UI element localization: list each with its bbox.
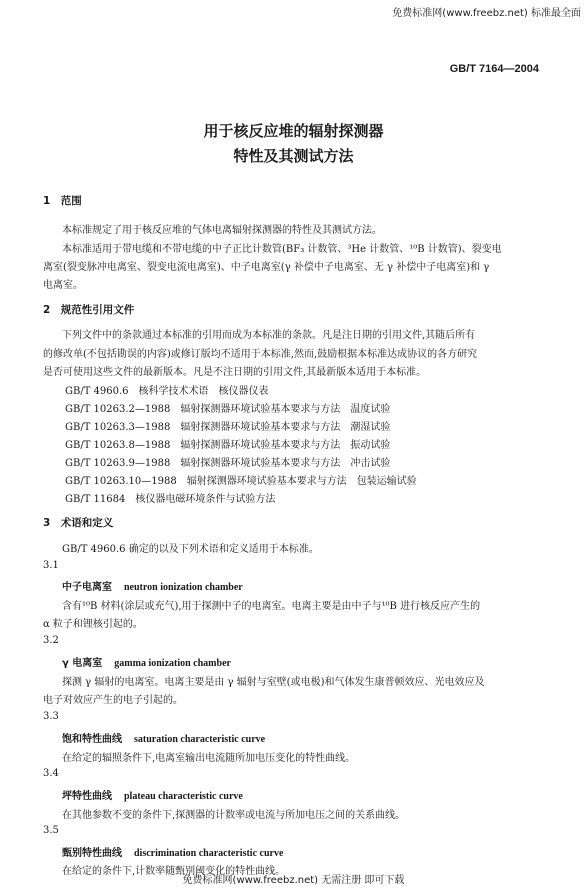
term-zh: 甄别特性曲线 bbox=[62, 848, 122, 859]
term-definition-line1: 在给定的辐照条件下,电离室输出电流随所加电压变化的特性曲线。 bbox=[62, 753, 356, 764]
scope-paragraph-2-line1: 本标准适用于带电缆和不带电缆的中子正比计数管(BF₃ 计数管、³He 计数管、¹⁰B 计数管)、裂变电 bbox=[62, 244, 502, 255]
reference-item: GB/T 10263.8—1988 辐射探测器环境试验基本要求与方法 振动试验 bbox=[65, 440, 391, 451]
term-definition-line1: 含有¹⁰B 材料(涂层或充气),用于探测中子的电离室。电离主要是由中子与¹⁰B 进行核反应产生的 bbox=[62, 601, 481, 612]
scope-paragraph-2-line3: 电离室。 bbox=[43, 280, 83, 291]
document-title-line2: 特性及其测试方法 bbox=[233, 147, 354, 165]
reference-item: GB/T 10263.3—1988 辐射探测器环境试验基本要求与方法 潮湿试验 bbox=[65, 422, 391, 433]
document-title-line1: 用于核反应堆的辐射探测器 bbox=[203, 122, 384, 140]
terms-intro: GB/T 4960.6 确定的以及下列术语和定义适用于本标准。 bbox=[62, 544, 319, 555]
section-2-heading: 2 规范性引用文件 bbox=[43, 304, 135, 316]
section-1-heading: 1 范围 bbox=[43, 195, 82, 207]
term-number: 3.4 bbox=[43, 768, 59, 779]
term-en: neutron ionization chamber bbox=[124, 582, 243, 593]
term-number: 3.5 bbox=[43, 825, 59, 836]
term-zh: 饱和特性曲线 bbox=[62, 734, 122, 745]
references-intro-line1: 下列文件中的条款通过本标准的引用而成为本标准的条款。凡是注日期的引用文件,其随后所有 bbox=[62, 330, 476, 341]
term-zh: γ 电离室 bbox=[62, 658, 103, 669]
term-definition-line1: 探测 γ 辐射的电离室。电离主要是由 γ 辐射与室壁(或电极)和气体发生康普顿效应、光电效应及 bbox=[62, 677, 485, 688]
standard-code: GB/T 7164—2004 bbox=[449, 63, 539, 75]
scope-paragraph-2-line2: 离室(裂变脉冲电离室、裂变电流电离室)、中子电离室(γ 补偿中子电离室、无 γ 补偿中子电离室)和 γ bbox=[43, 262, 490, 273]
site-banner: 免费标准网(www.freebz.net) 标准最全面 bbox=[392, 8, 581, 19]
term-heading bbox=[62, 578, 243, 593]
references-intro-line2: 的修改单(不包括勘误的内容)或修订版均不适用于本标准,然而,鼓励根据本标准达成协议的各方研究 bbox=[43, 349, 478, 360]
term-en: saturation characteristic curve bbox=[134, 734, 266, 745]
term-en: discrimination characteristic curve bbox=[134, 848, 284, 859]
term-definition-line1: 在给定的条件下,计数率随甄别阈变化的特性曲线。 bbox=[62, 866, 286, 877]
reference-item: GB/T 10263.9—1988 辐射探测器环境试验基本要求与方法 冲击试验 bbox=[65, 458, 391, 469]
term-number: 3.2 bbox=[43, 635, 59, 646]
term-number: 3.3 bbox=[43, 711, 59, 722]
term-en: gamma ionization chamber bbox=[114, 658, 231, 669]
reference-item: GB/T 4960.6 核科学技术术语 核仪器仪表 bbox=[65, 386, 269, 397]
term-heading bbox=[62, 787, 243, 802]
term-zh: 中子电离室 bbox=[62, 582, 112, 593]
references-intro-line3: 是否可使用这些文件的最新版本。凡是不注日期的引用文件,其最新版本适用于本标准。 bbox=[43, 367, 427, 378]
download-banner[interactable]: 免费标准网(www.freebz.net) 无需注册 即可下载 bbox=[182, 875, 405, 886]
term-en: plateau characteristic curve bbox=[124, 791, 243, 802]
scope-paragraph-1: 本标准规定了用于核反应堆的气体电离辐射探测器的特性及其测试方法。 bbox=[62, 225, 382, 236]
term-definition-line1: 在其他参数不变的条件下,探测器的计数率或电流与所加电压之间的关系曲线。 bbox=[62, 810, 406, 821]
term-number: 3.1 bbox=[43, 560, 59, 571]
term-heading bbox=[62, 730, 265, 745]
term-zh: 坪特性曲线 bbox=[62, 791, 112, 802]
reference-item: GB/T 11684 核仪器电磁环境条件与试验方法 bbox=[65, 494, 276, 505]
section-3-heading: 3 术语和定义 bbox=[43, 517, 114, 529]
term-definition-line2: 电子对效应产生的电子引起的。 bbox=[43, 695, 183, 706]
reference-item: GB/T 10263.10—1988 辐射探测器环境试验基本要求与方法 包装运输试验 bbox=[65, 476, 417, 487]
term-heading bbox=[62, 654, 231, 669]
reference-item: GB/T 10263.2—1988 辐射探测器环境试验基本要求与方法 温度试验 bbox=[65, 404, 391, 415]
term-heading bbox=[62, 844, 283, 859]
term-definition-line2: α 粒子和锂核引起的。 bbox=[43, 619, 143, 630]
